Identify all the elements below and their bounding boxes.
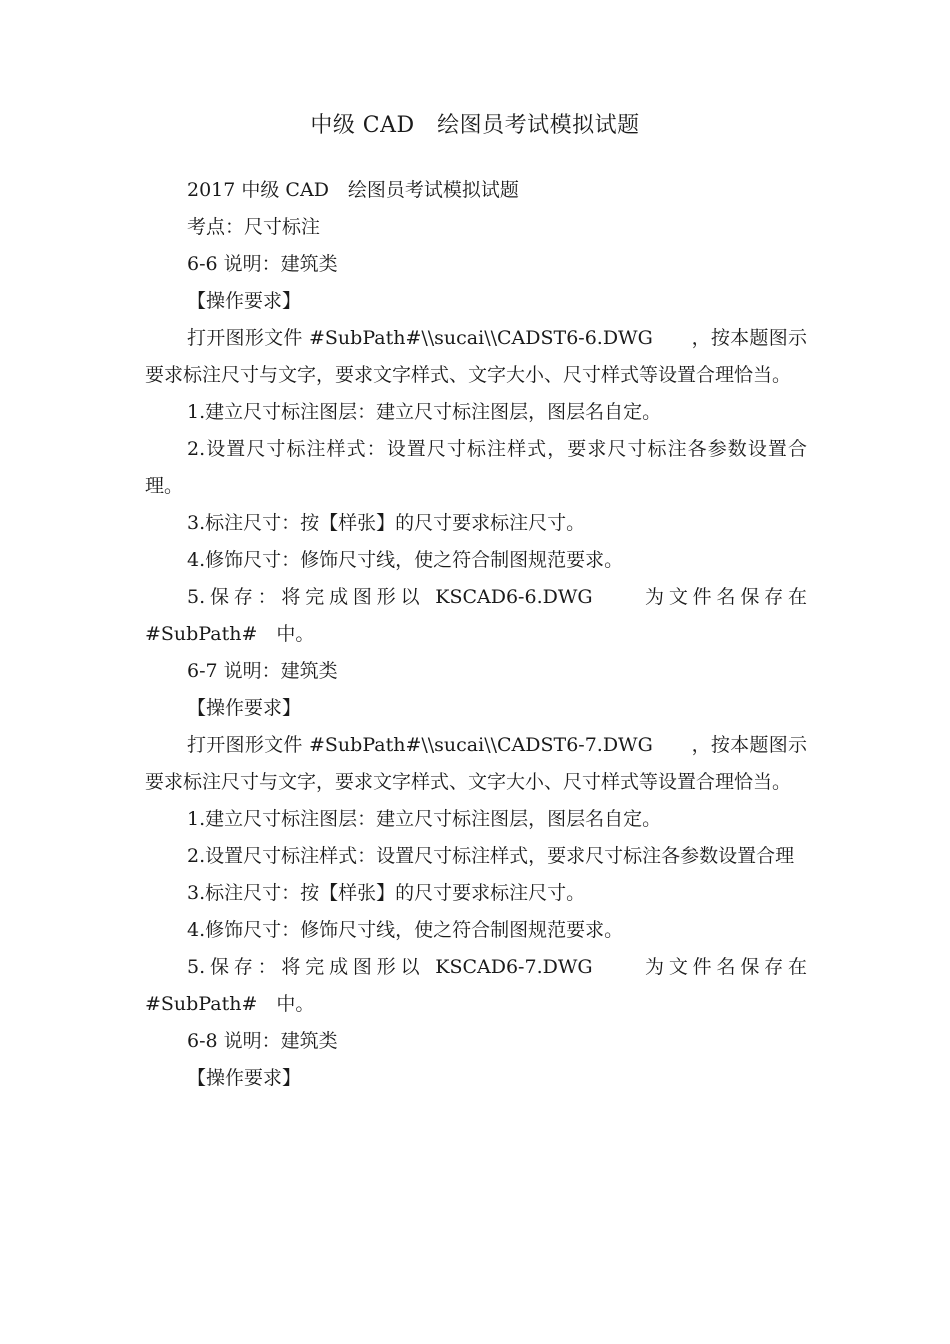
step-modify-dims: 4.修饰尺寸：修饰尺寸线，使之符合制图规范要求。 (187, 549, 624, 571)
step-dimension: 3.标注尺寸：按【样张】的尺寸要求标注尺寸。 (187, 512, 586, 534)
section-heading-6-7: 6-7 说明：建筑类 (187, 660, 338, 682)
step-set-dim-style: 2.设置尺寸标注样式：设置尺寸标注样式，要求尺寸标注各参数设置合理。 (145, 438, 807, 497)
step-set-dim-style: 2.设置尺寸标注样式：设置尺寸标注样式，要求尺寸标注各参数设置合理 (187, 845, 795, 867)
step-dimension: 3.标注尺寸：按【样张】的尺寸要求标注尺寸。 (187, 882, 586, 904)
step-create-layer: 1.建立尺寸标注图层：建立尺寸标注图层，图层名自定。 (187, 808, 662, 830)
section-heading-6-6: 6-6 说明：建筑类 (187, 253, 338, 275)
step-save-6-6-line1: 5.保存：将完成图形以 KSCAD6-6.DWG 为文件名保存在 (187, 586, 807, 608)
page-title: 中级 CAD 绘图员考试模拟试题 (310, 113, 640, 138)
step-create-layer: 1.建立尺寸标注图层：建立尺寸标注图层，图层名自定。 (187, 401, 662, 423)
paragraph-open-file-6-7: 打开图形文件 #SubPath#\\sucai\\CADST6-7.DWG ，按本题图示要求标注尺寸与文字，要求文字样式、文字大小、尺寸样式等设置合理恰当。 (145, 734, 807, 793)
paragraph-open-file-6-6: 打开图形文件 #SubPath#\\sucai\\CADST6-6.DWG ，按本题图示要求标注尺寸与文字，要求文字样式、文字大小、尺寸样式等设置合理恰当。 (145, 327, 807, 386)
step-modify-dims: 4.修饰尺寸：修饰尺寸线，使之符合制图规范要求。 (187, 919, 624, 941)
operation-requirements-heading: 【操作要求】 (187, 1067, 302, 1089)
operation-requirements-heading: 【操作要求】 (187, 697, 302, 719)
step-save-6-7-line1: 5.保存：将完成图形以 KSCAD6-7.DWG 为文件名保存在 (187, 956, 807, 978)
document-body (145, 172, 807, 1097)
step-save-6-6 (145, 579, 807, 616)
paragraph-subtitle: 2017 中级 CAD 绘图员考试模拟试题 (187, 179, 519, 201)
paragraph-topic: 考点：尺寸标注 (187, 216, 321, 238)
operation-requirements-heading: 【操作要求】 (187, 290, 302, 312)
step-save-6-7-line2: #SubPath# 中。 (145, 993, 315, 1015)
step-save-6-6-line2: #SubPath# 中。 (145, 623, 315, 645)
section-heading-6-8: 6-8 说明：建筑类 (187, 1030, 338, 1052)
step-save-6-7 (145, 949, 807, 986)
